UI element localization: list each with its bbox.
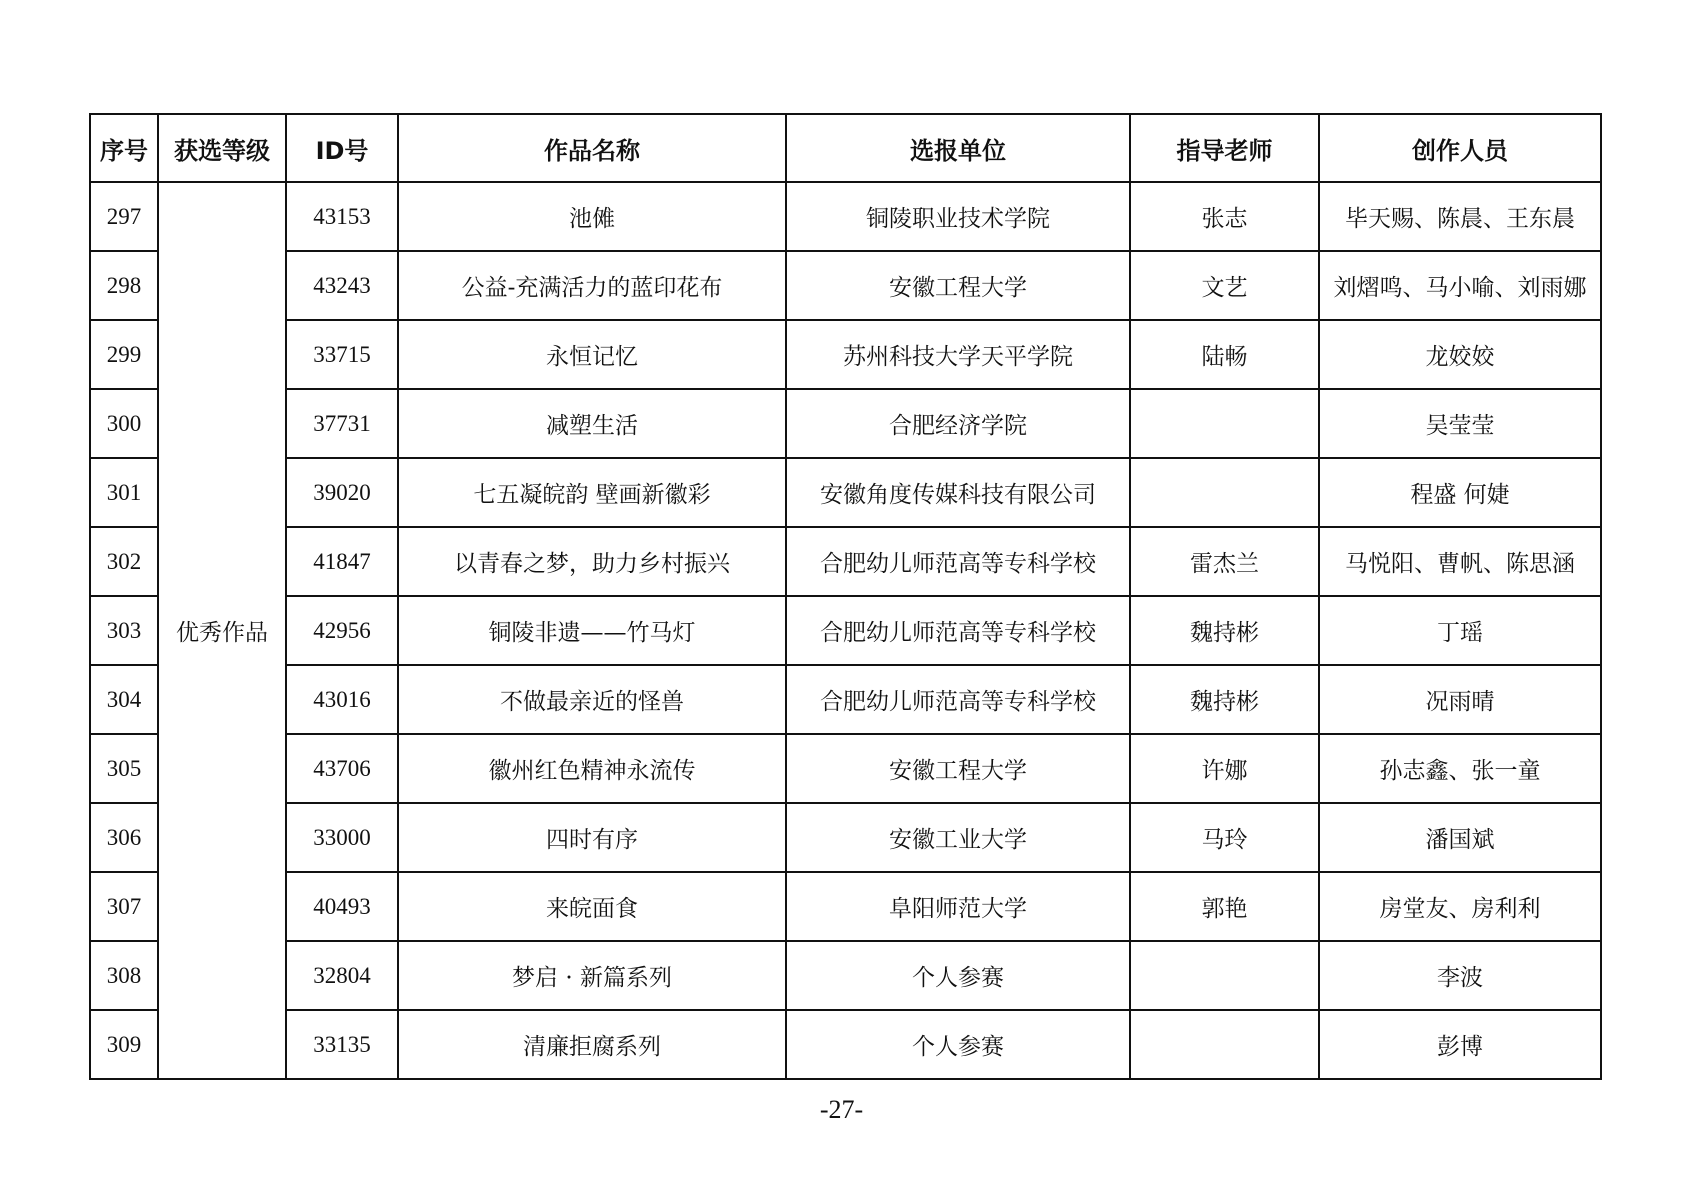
cell-title: 不做最亲近的怪兽 [398,665,786,734]
cell-title: 永恒记忆 [398,320,786,389]
cell-title: 以青春之梦，助力乡村振兴 [398,527,786,596]
cell-teacher: 雷杰兰 [1130,527,1319,596]
header-title: 作品名称 [398,114,786,182]
cell-seq: 298 [90,251,158,320]
cell-creators: 李波 [1319,941,1601,1010]
table-row [90,596,1601,665]
cell-teacher: 陆畅 [1130,320,1319,389]
cell-id: 41847 [286,527,398,596]
table-row [90,734,1601,803]
cell-creators: 丁瑶 [1319,596,1601,665]
cell-title: 清廉拒腐系列 [398,1010,786,1079]
cell-title: 来皖面食 [398,872,786,941]
cell-id: 43016 [286,665,398,734]
cell-seq: 299 [90,320,158,389]
table-row [90,527,1601,596]
cell-unit: 合肥经济学院 [786,389,1130,458]
cell-teacher: 许娜 [1130,734,1319,803]
cell-creators: 刘熠鸣、马小喻、刘雨娜 [1319,251,1601,320]
table-row [90,251,1601,320]
cell-creators: 潘国斌 [1319,803,1601,872]
cell-seq: 302 [90,527,158,596]
table-row [90,458,1601,527]
cell-teacher: 张志 [1130,182,1319,251]
cell-id: 39020 [286,458,398,527]
cell-teacher [1130,389,1319,458]
cell-creators: 龙姣姣 [1319,320,1601,389]
cell-seq: 304 [90,665,158,734]
cell-title: 七五凝皖韵 壁画新徽彩 [398,458,786,527]
cell-seq: 301 [90,458,158,527]
cell-unit: 安徽工程大学 [786,734,1130,803]
awards-table [89,113,1602,1080]
cell-id: 33715 [286,320,398,389]
cell-unit: 安徽工业大学 [786,803,1130,872]
cell-teacher: 魏持彬 [1130,665,1319,734]
cell-creators: 彭博 [1319,1010,1601,1079]
cell-id: 40493 [286,872,398,941]
cell-seq: 309 [90,1010,158,1079]
cell-teacher [1130,941,1319,1010]
cell-unit: 苏州科技大学天平学院 [786,320,1130,389]
cell-creators: 吴莹莹 [1319,389,1601,458]
cell-seq: 307 [90,872,158,941]
cell-id: 43153 [286,182,398,251]
cell-creators: 孙志鑫、张一童 [1319,734,1601,803]
table-row [90,941,1601,1010]
cell-seq: 308 [90,941,158,1010]
cell-title: 公益-充满活力的蓝印花布 [398,251,786,320]
cell-unit: 安徽角度传媒科技有限公司 [786,458,1130,527]
cell-title: 徽州红色精神永流传 [398,734,786,803]
page-number: -27- [819,1095,864,1124]
cell-teacher [1130,1010,1319,1079]
cell-creators: 马悦阳、曹帆、陈思涵 [1319,527,1601,596]
cell-title: 铜陵非遗——竹马灯 [398,596,786,665]
cell-unit: 合肥幼儿师范高等专科学校 [786,527,1130,596]
cell-unit: 安徽工程大学 [786,251,1130,320]
cell-unit: 个人参赛 [786,941,1130,1010]
table-row [90,389,1601,458]
cell-teacher [1130,458,1319,527]
cell-id: 43243 [286,251,398,320]
cell-id: 32804 [286,941,398,1010]
cell-creators: 况雨晴 [1319,665,1601,734]
table-row [90,182,1601,251]
header-unit: 选报单位 [786,114,1130,182]
cell-creators: 毕天赐、陈晨、王东晨 [1319,182,1601,251]
cell-title: 池傩 [398,182,786,251]
cell-unit: 合肥幼儿师范高等专科学校 [786,665,1130,734]
cell-unit: 合肥幼儿师范高等专科学校 [786,596,1130,665]
cell-unit: 阜阳师范大学 [786,872,1130,941]
cell-id: 43706 [286,734,398,803]
cell-creators: 房堂友、房利利 [1319,872,1601,941]
header-id: ID号 [286,114,398,182]
header-row [90,114,1601,182]
cell-id: 33000 [286,803,398,872]
cell-unit: 个人参赛 [786,1010,1130,1079]
header-seq: 序号 [90,114,158,182]
table-row [90,1010,1601,1079]
cell-teacher: 马玲 [1130,803,1319,872]
cell-id: 37731 [286,389,398,458]
cell-title: 四时有序 [398,803,786,872]
header-creators: 创作人员 [1319,114,1601,182]
table-row [90,320,1601,389]
cell-seq: 297 [90,182,158,251]
cell-teacher: 郭艳 [1130,872,1319,941]
header-level: 获选等级 [158,114,286,182]
header-teacher: 指导老师 [1130,114,1319,182]
cell-seq: 306 [90,803,158,872]
table-row [90,872,1601,941]
cell-title: 减塑生活 [398,389,786,458]
cell-seq: 305 [90,734,158,803]
cell-seq: 303 [90,596,158,665]
table-row [90,803,1601,872]
cell-id: 33135 [286,1010,398,1079]
cell-level: 优秀作品 [158,182,286,1079]
cell-id: 42956 [286,596,398,665]
cell-teacher: 魏持彬 [1130,596,1319,665]
cell-seq: 300 [90,389,158,458]
cell-teacher: 文艺 [1130,251,1319,320]
cell-title: 梦启 · 新篇系列 [398,941,786,1010]
table-row [90,665,1601,734]
cell-unit: 铜陵职业技术学院 [786,182,1130,251]
cell-creators: 程盛 何婕 [1319,458,1601,527]
